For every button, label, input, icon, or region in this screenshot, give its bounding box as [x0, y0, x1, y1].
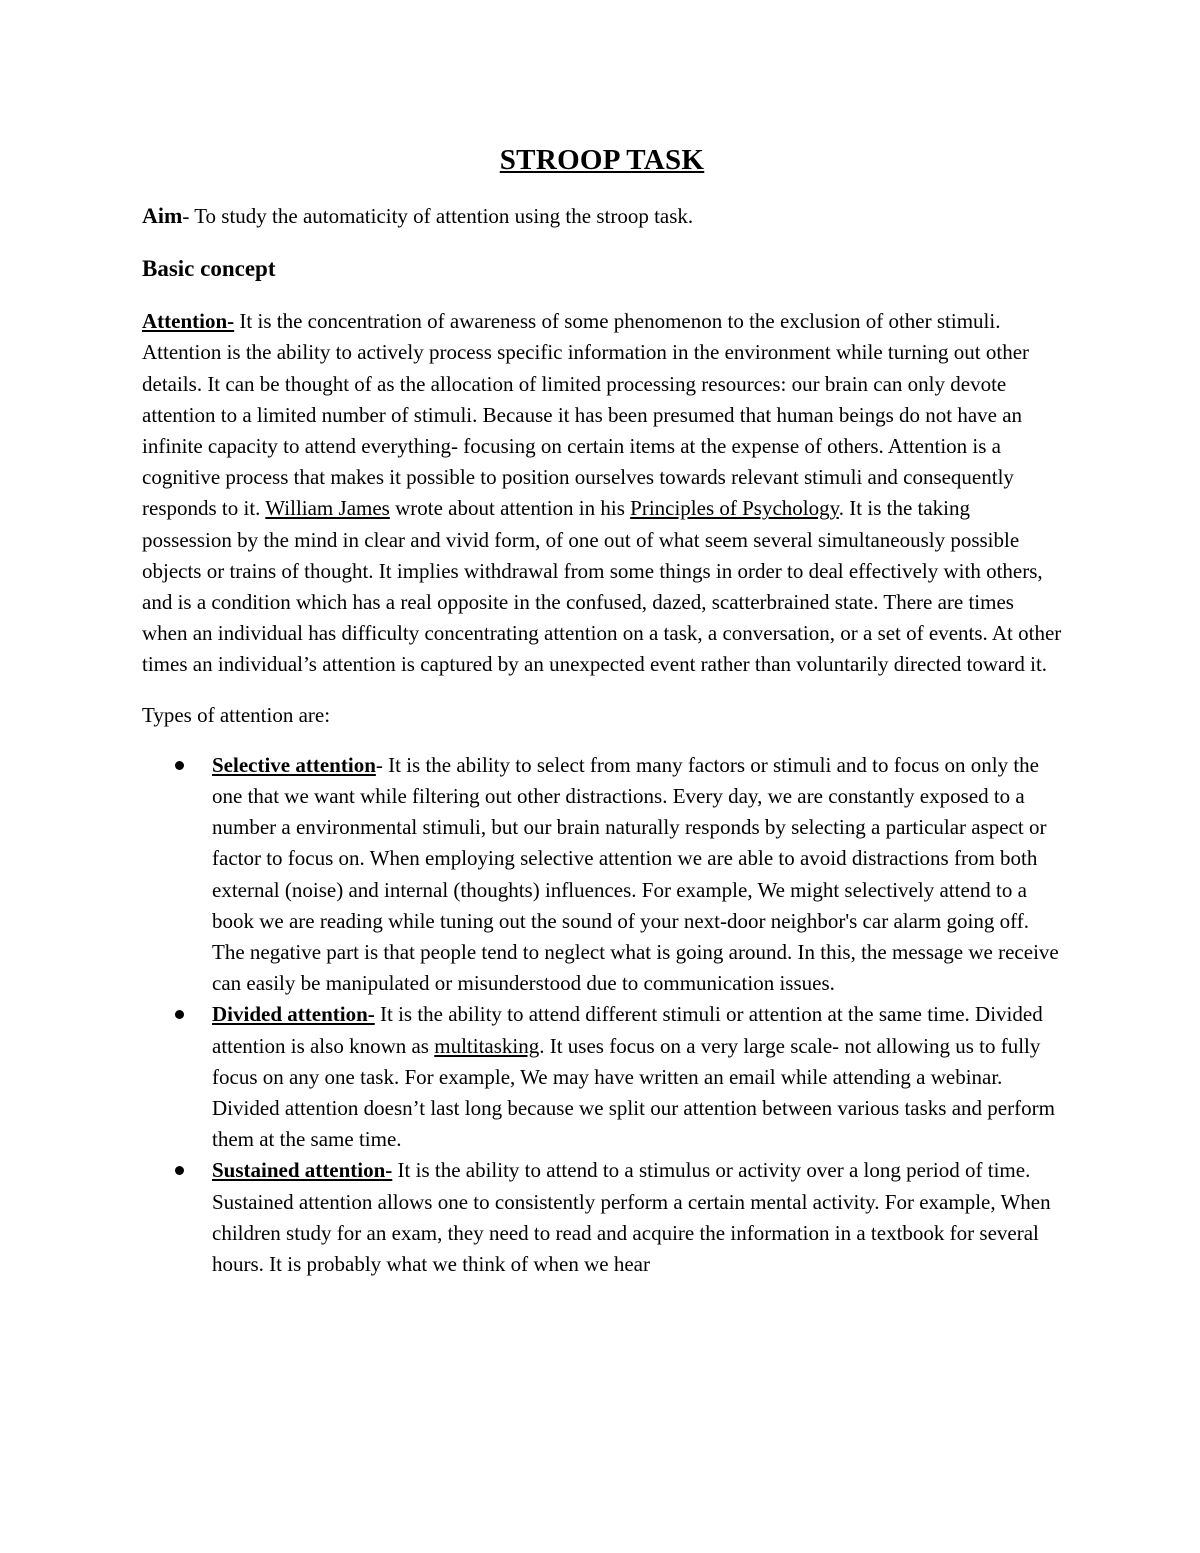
document-title: STROOP TASK [499, 144, 705, 176]
types-intro: Types of attention are: [142, 702, 331, 727]
selective-attention-term: Selective attention [212, 752, 376, 777]
divided-attention-text-2: . It uses focus on a very large scale- not allowing us to fully focus on any one task. For example, We may have written an email while attending a webinar. Divided attention doesn’t last long because we split our attention between various tasks and perform them at the same time. [212, 1033, 1055, 1152]
list-item-selective-attention [142, 750, 1062, 1000]
section-heading: Basic concept [142, 256, 276, 282]
sustained-attention-term: Sustained attention- [212, 1158, 393, 1183]
attention-text-1: It is the concentration of awareness of some phenomenon to the exclusion of other stimuli. Attention is the ability to actively process specific information in the environment while turning out other details. It can be thought of as the allocation of limited processing resources: our brain can only devote attention to a limited number of stimuli. Because it has been presumed that human beings do not have an infinite capacity to attend everything- focusing on certain items at the expense of others. Attention is a cognitive process that makes it possible to position ourselves towards relevant stimuli and consequently responds to it. [142, 309, 1030, 521]
list-item-divided-attention [142, 999, 1062, 1155]
attention-text-3: . It is the taking possession by the mind in clear and vivid form, of one out of what seem several simultaneously possible objects or trains of thought. It implies withdrawal from some things in order to deal effectively with others, and is a condition which has a real opposite in the confused, dazed, scatterbrained state. There are times when an individual has difficulty concentrating attention on a task, a conversation, or a set of events. At other times an individual’s attention is captured by an unexpected event rather than voluntarily directed toward it. [142, 496, 1062, 677]
attention-term: Attention- [142, 309, 235, 334]
selective-attention-text: - It is the ability to select from many factors or stimuli and to focus on only the one that we want while filtering out other distractions. Every day, we are constantly exposed to a number a environmental stimuli, but our brain naturally responds by selecting a particular aspect or factor to focus on. When employing selective attention we are able to avoid distractions from both external (noise) and internal (thoughts) influences. For example, We might selectively attend to a book we are reading while tuning out the sound of your next-door neighbor's car alarm going off. The negative part is that people tend to neglect what is going around. In this, the message we receive can easily be manipulated or misunderstood due to communication issues. [212, 752, 1059, 996]
aim-label: Aim [142, 203, 183, 228]
attention-text-2: wrote about attention in his [389, 496, 631, 521]
list-item-sustained-attention [142, 1155, 1062, 1280]
attention-types-list [142, 750, 1062, 1280]
aim-text: - To study the automaticity of attention using the stroop task. [182, 204, 694, 228]
attention-paragraph [142, 306, 1062, 680]
aim-paragraph [142, 200, 1062, 232]
divided-attention-term: Divided attention- [212, 1002, 375, 1027]
bullet-icon [175, 1010, 184, 1019]
william-james-link[interactable]: William James [265, 496, 390, 521]
divided-attention-text-1: It is the ability to attend different stimuli or attention at the same time. Divided attention is also known as [212, 1002, 1043, 1058]
multitasking-link[interactable]: multitasking [434, 1033, 540, 1058]
principles-of-psychology-link[interactable]: Principles of Psychology [630, 496, 839, 521]
document-page [142, 140, 1062, 1280]
bullet-icon [175, 1166, 184, 1175]
bullet-icon [175, 761, 184, 770]
sustained-attention-text: It is the ability to attend to a stimulus or activity over a long period of time. Sustained attention allows one to consistently perform a certain mental activity. For example, When children study for an exam, they need to read and acquire the information in a textbook for several hours. It is probably what we think of when we hear [212, 1158, 1051, 1277]
